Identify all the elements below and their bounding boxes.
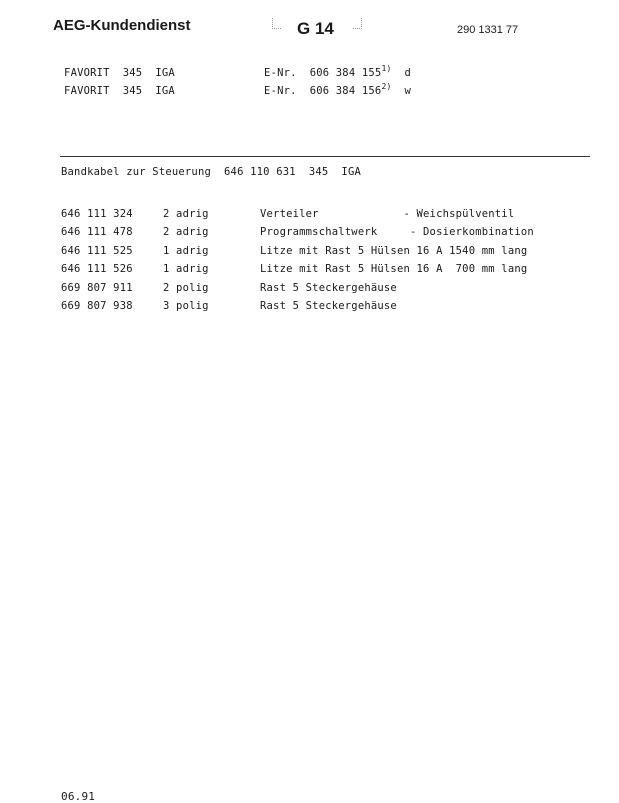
part-description: Litze mit Rast 5 Hülsen 16 A 700 mm lang [260,263,528,275]
model-name: FAVORIT 345 IGA [64,67,175,79]
brand-title: AEG-Kundendienst [53,17,191,34]
enr-suffix: w [404,85,412,97]
part-spec: 1 adrig [163,263,209,275]
part-spec: 1 adrig [163,245,209,257]
part-description: Rast 5 Steckergehäuse [260,282,397,294]
part-number: 646 111 324 [61,208,133,220]
part-number: 669 807 938 [61,300,133,312]
enr-number: 606 384 156 [309,85,382,97]
footnote-marker: 2) [381,82,392,91]
table-row [61,300,581,316]
table-row [61,263,581,279]
box-corner-left [272,18,281,29]
enr-suffix: d [404,67,412,79]
section-code-box [272,18,362,38]
part-spec: 2 adrig [163,226,209,238]
box-corner-right [353,18,362,29]
enr-number: 606 384 155 [309,67,382,79]
table-row [61,245,581,261]
section-title: Bandkabel zur Steuerung 646 110 631 345 IGA [61,166,361,178]
part-number: 646 111 478 [61,226,133,238]
part-number: 646 111 525 [61,245,133,257]
enr-label: E-Nr. [264,85,297,97]
model-line-2 [51,73,175,97]
part-description: Verteiler - Weichspülventil [260,208,515,220]
table-row [61,208,581,224]
table-row [61,282,581,298]
part-description: Programmschaltwerk - Dosierkombination [260,226,534,238]
part-number: 669 807 911 [61,282,133,294]
enr-label: E-Nr. [264,67,297,79]
section-code: G 14 [297,19,334,38]
footnote-marker: 1) [381,64,392,73]
part-spec: 3 polig [163,300,209,312]
model-enr-2 [251,73,411,97]
model-name: FAVORIT 345 IGA [64,85,175,97]
document-number: 290 1331 77 [457,24,519,36]
part-spec: 2 polig [163,282,209,294]
table-row [61,226,581,242]
part-spec: 2 adrig [163,208,209,220]
separator-rule [60,156,590,157]
part-description: Litze mit Rast 5 Hülsen 16 A 1540 mm lang [260,245,528,257]
part-description: Rast 5 Steckergehäuse [260,300,397,312]
part-number: 646 111 526 [61,263,133,275]
footer-date: 06.91 [61,790,96,803]
